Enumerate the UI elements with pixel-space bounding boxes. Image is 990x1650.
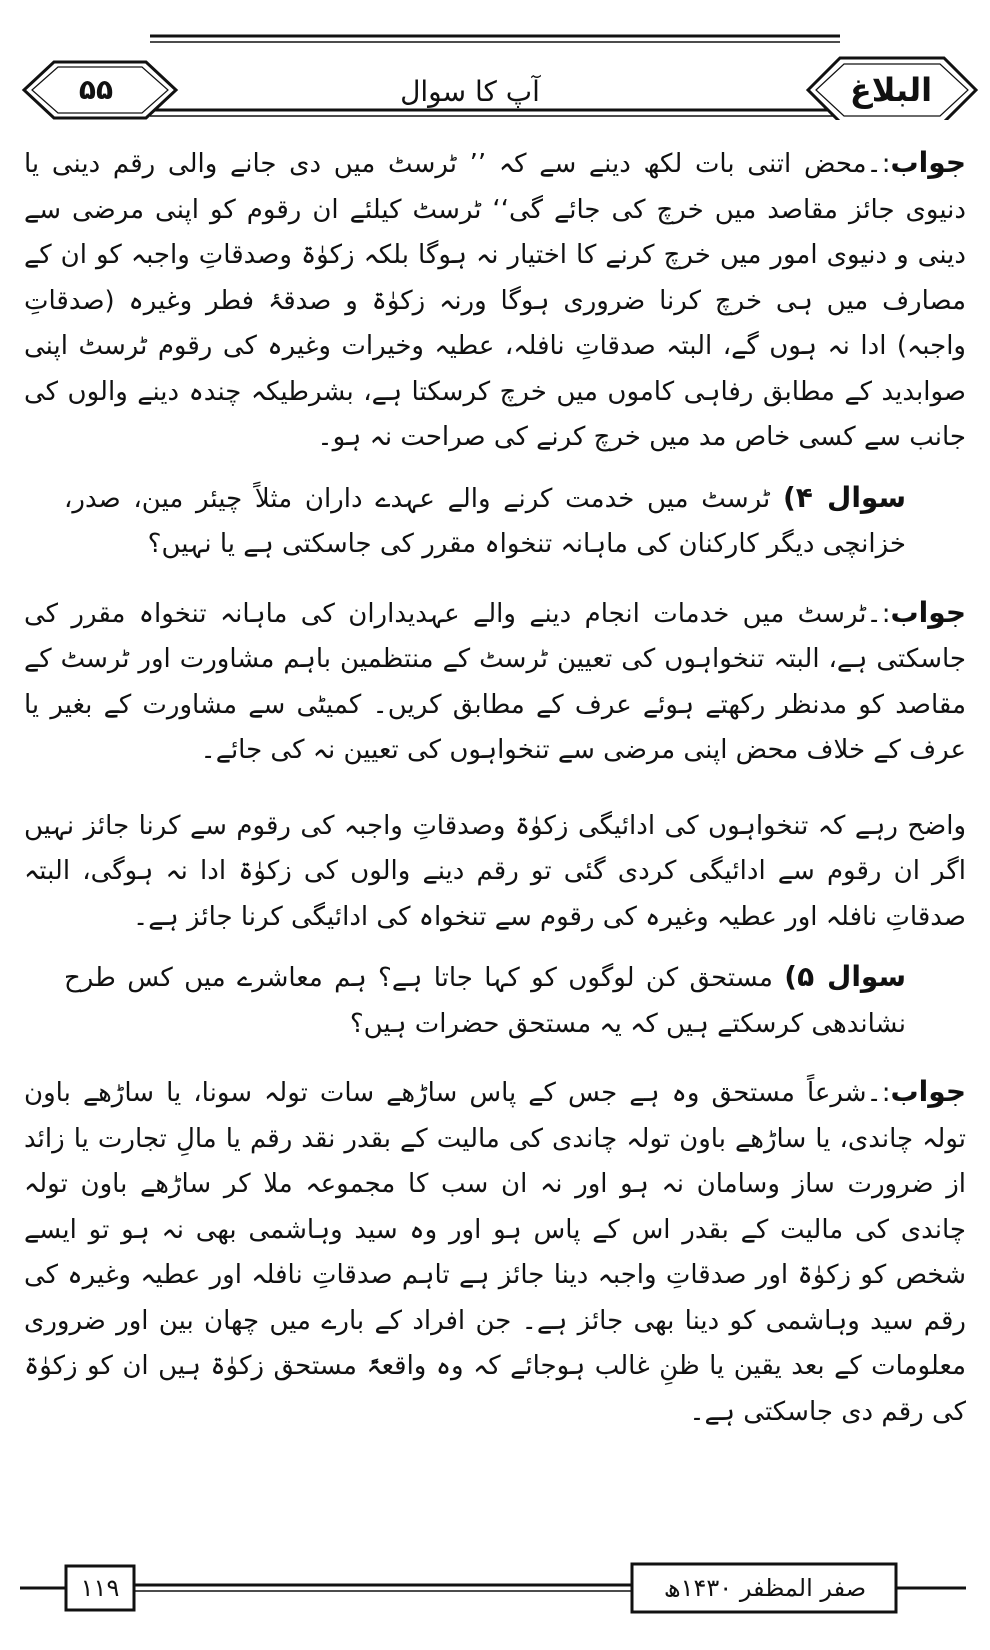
page-footer xyxy=(0,1560,990,1620)
question-4-label: سوال ۴) xyxy=(782,480,907,514)
footer-page-number: ۱۱۹ xyxy=(80,1574,120,1602)
question-5-paragraph xyxy=(24,954,966,1047)
answer-5-paragraph xyxy=(24,1069,966,1435)
question-5-label: سوال ۵) xyxy=(784,960,907,993)
answer-label: جواب xyxy=(890,1075,966,1108)
answer-5-text: :۔شرعاً مستحق وہ ہے جس کے پاس ساڑھے سات تولہ سونا، یا ساڑھے باون تولہ چاندی، یا ساڑھے باون تولہ چاندی کی مالیت کے بقدر نقد رقم یا مالِ تجارت یا زائد از ضرورت ساز وسامان نہ ہو اور نہ ان سب کا مجموعہ ملا کر ساڑھے باون تولہ چاندی کی مالیت کے بقدر اس کے پاس ہو اور وہ سید وہاشمی بھی نہ ہو تو ایسے شخص کو زکوٰۃ اور صدقاتِ واجبہ دینا جائز ہے تاہم صدقاتِ نافلہ اور عطیہ وغیرہ کی رقم سید وہاشمی کو دینا بھی جائز ہے۔ جن افراد کے بارے میں چھان بین اور ضروری معلومات کے بعد یقین یا ظنِ غالب ہوجائے کہ وہ واقعۃً مستحق زکوٰۃ ہیں ان کو زکوٰۃ کی رقم دی جاسکتی ہے۔ xyxy=(24,1078,966,1427)
answer-4-paragraph xyxy=(24,590,966,774)
footer-issue-date: صفر المظفر ۱۴۳۰ھ xyxy=(663,1574,867,1602)
answer-label: جواب xyxy=(890,595,966,629)
note-text: واضح رہے کہ تنخواہوں کی ادائیگی زکوٰۃ وصدقاتِ واجبہ کی رقوم سے کرنا جائز نہیں اگر ان رقوم سے ادائیگی کردی گئی تو رقم دینے والوں کی زکوٰۃ ادا نہ ہوگی، البتہ صدقاتِ نافلہ اور عطیہ وغیرہ کی رقوم سے تنخواہ کی ادائیگی کرنا جائز ہے۔ xyxy=(24,810,966,932)
question-4-paragraph xyxy=(24,475,966,568)
answer-3-text: :۔محض اتنی بات لکھ دینے سے کہ ’’ ٹرسٹ میں دی جانے والی رقم دینی یا دنیوی جائز مقاصد میں خرچ کی جائے گی‘‘ ٹرسٹ کیلئے ان رقوم کو اپنی مرضی سے دینی و دنیوی امور میں خرچ کرنے کا اختیار نہ ہوگا بلکہ زکوٰۃ وصدقاتِ واجبہ کو ان کے مصارف میں ہی خرچ کرنا ضروری ہوگا ورنہ زکوٰۃ و صدقۂ فطر وغیرہ (صدقاتِ واجبہ) ادا نہ ہوں گے، البتہ صدقاتِ نافلہ، عطیہ وخیرات وغیرہ کی رقوم ٹرسٹ اپنی صوابدید کے مطابق رفاہی کاموں میں خرچ کرسکتا ہے، بشرطیکہ چندہ دینے والوں کی جانب سے کسی خاص مد میں خرچ کرنے کی صراحت نہ ہو۔ xyxy=(24,149,966,452)
header-section-title: آپ کا سوال xyxy=(400,75,540,108)
page-header xyxy=(0,30,990,120)
note-paragraph xyxy=(24,804,966,941)
magazine-logo: البلاغ xyxy=(849,71,933,109)
header-page-number: ۵۵ xyxy=(78,73,114,106)
article-body xyxy=(24,140,966,1449)
question-4-text: ٹرسٹ میں خدمت کرنے والے عہدے داران مثلاً چیئر مین، صدر، خزانچی دیگر کارکنان کی ماہانہ تنخواہ مقرر کی جاسکتی ہے یا نہیں؟ xyxy=(64,483,906,559)
answer-4-text: :۔ٹرسٹ میں خدمات انجام دینے والے عہدیداران کی ماہانہ تنخواہ مقرر کی جاسکتی ہے، البتہ تنخواہوں کی تعیین ٹرسٹ کے منتظمین باہم مشاورت اور ٹرسٹ کے مقاصد کو مدنظر رکھتے ہوئے عرف کے مطابق کریں۔ کمیٹی سے مشاورت کے بغیر یا عرف کے خلاف محض اپنی مرضی سے تنخواہوں کی تعیین نہ کی جائے۔ xyxy=(24,598,966,765)
answer-label: جواب xyxy=(890,146,966,179)
question-5-text: مستحق کن لوگوں کو کہا جاتا ہے؟ ہم معاشرے میں کس طرح نشاندھی کرسکتے ہیں کہ یہ مستحق حضرات ہیں؟ xyxy=(64,963,906,1039)
answer-3-paragraph xyxy=(24,140,966,461)
